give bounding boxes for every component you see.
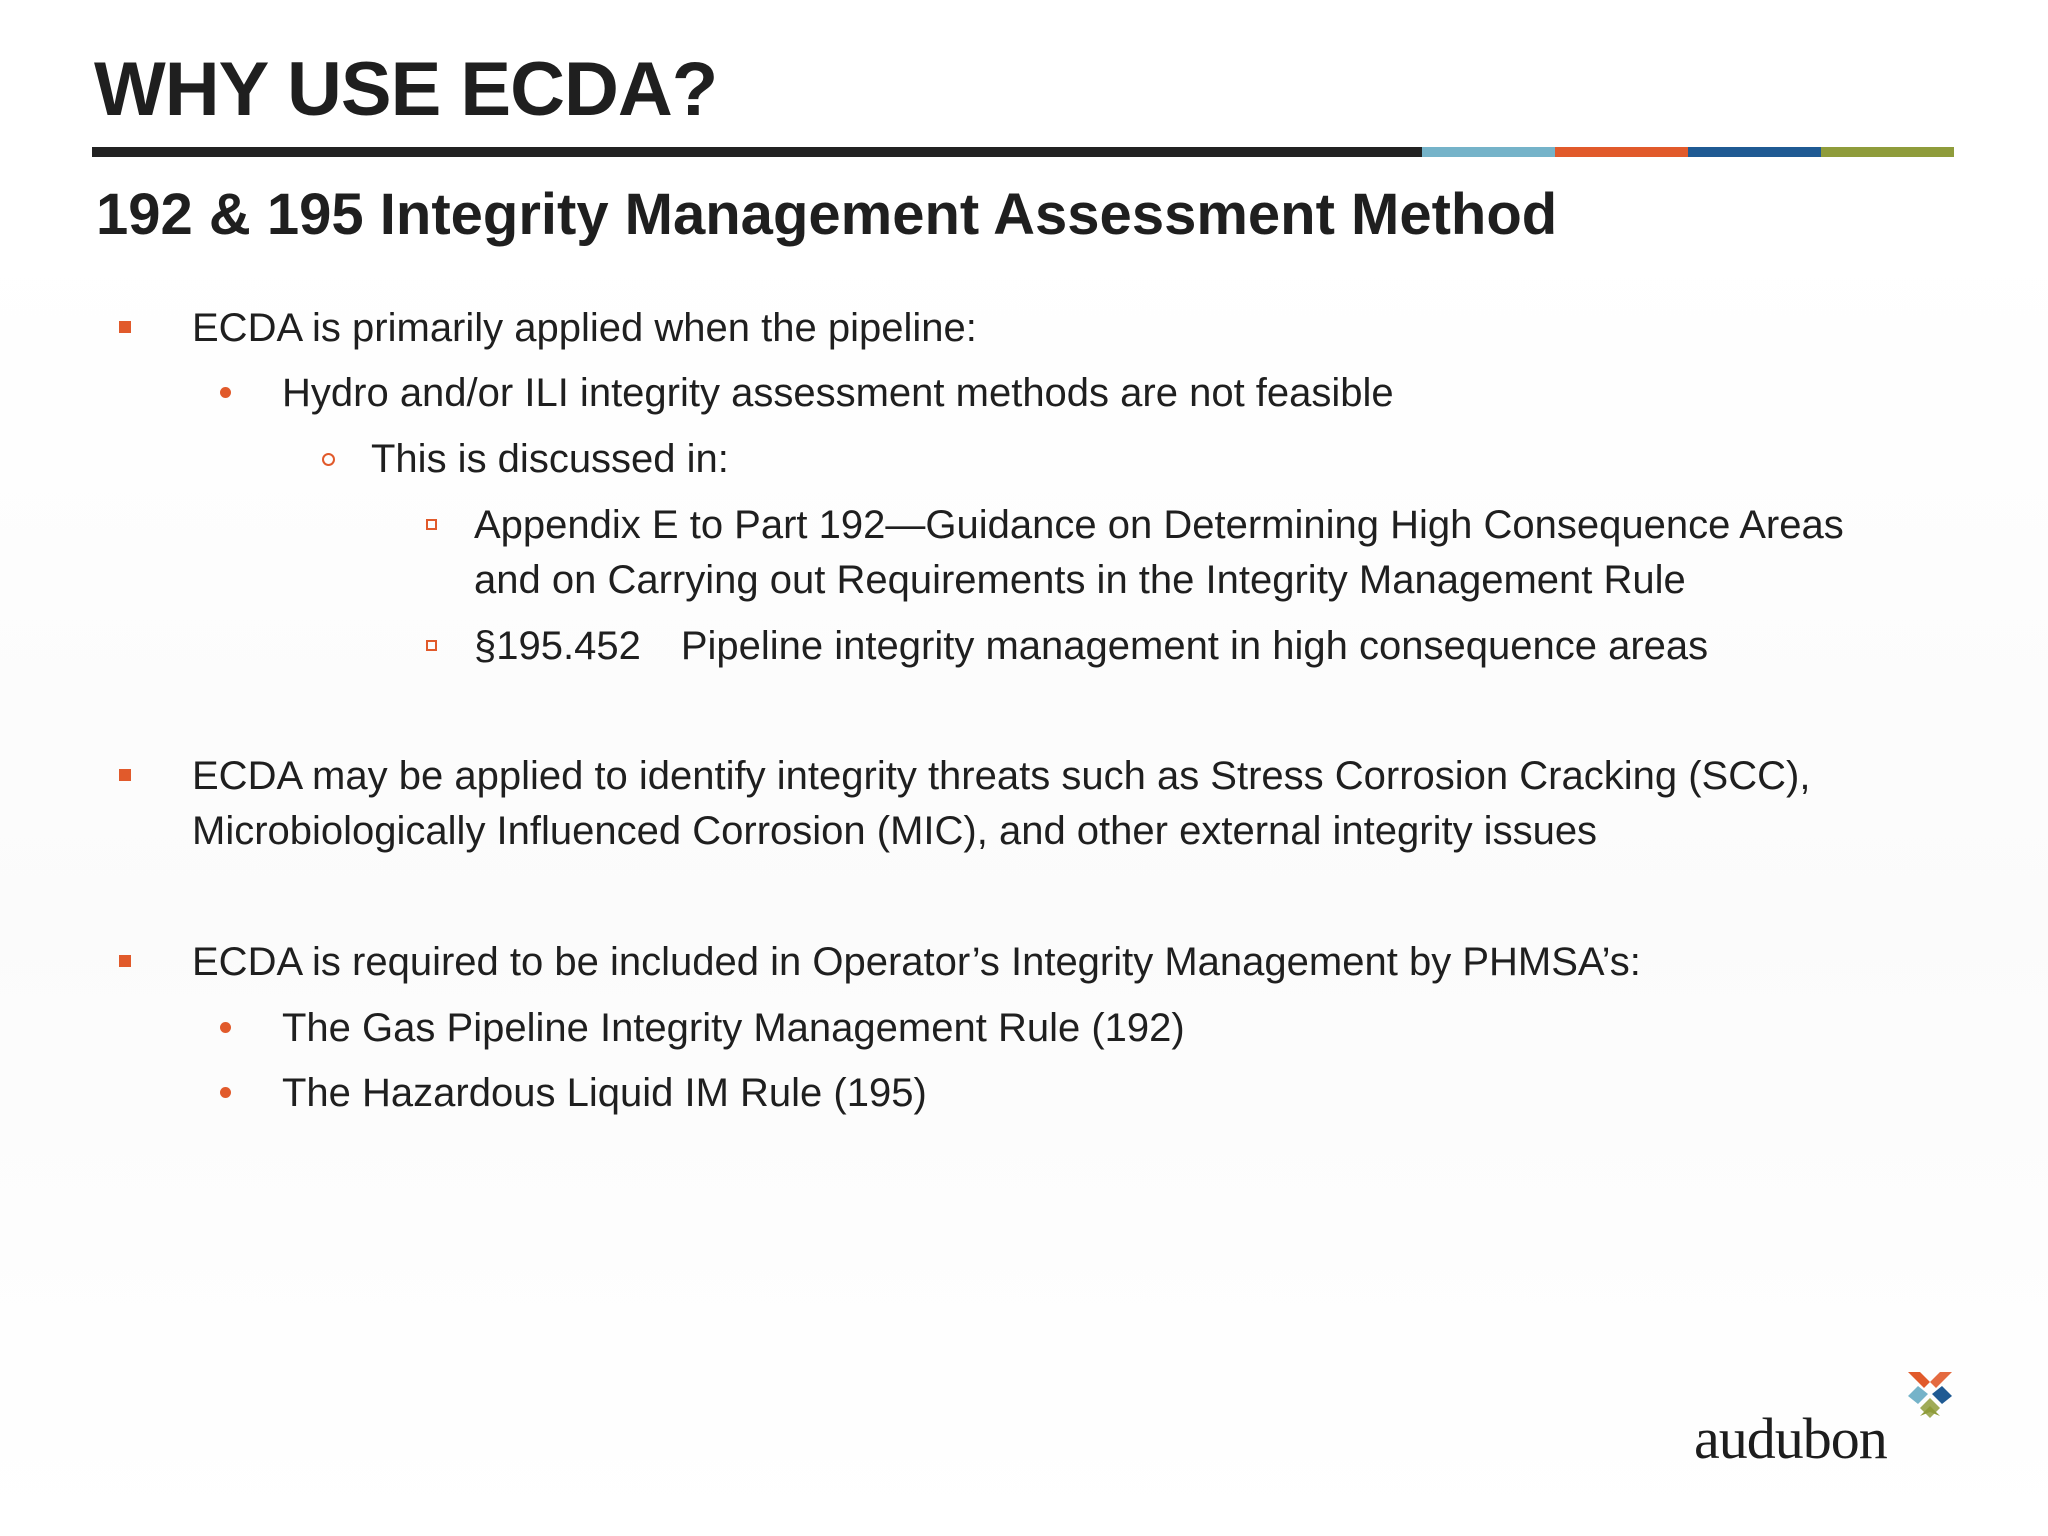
- slide-title: WHY USE ECDA?: [94, 47, 718, 132]
- divider-orange-segment: [1555, 147, 1688, 157]
- bullet-marker-dot: [220, 1087, 231, 1098]
- bullet-discussed-in: This is discussed in:: [371, 437, 729, 481]
- bullet-hazardous-liquid-rule: The Hazardous Liquid IM Rule (195): [282, 1071, 927, 1115]
- bullet-appendix-e-line2: and on Carrying out Requirements in the Integrity Management Rule: [474, 558, 1686, 602]
- bullet-primarily-applied: ECDA is primarily applied when the pipeline:: [192, 306, 977, 350]
- audubon-logo-icon: [1904, 1368, 1956, 1420]
- divider-dark-segment: [92, 147, 1422, 157]
- bullet-marker-square: [119, 769, 131, 781]
- bullet-marker-ring: [322, 453, 335, 466]
- audubon-logo-text: audubon: [1694, 1406, 1887, 1471]
- bullet-marker-hollow-square: [426, 640, 437, 651]
- bullet-marker-square: [119, 321, 131, 333]
- bullet-marker-dot: [220, 387, 231, 398]
- divider-navy-segment: [1688, 147, 1821, 157]
- divider-olive-segment: [1821, 147, 1954, 157]
- bullet-required: ECDA is required to be included in Operator’s Integrity Management by PHMSA’s:: [192, 940, 1641, 984]
- bullet-marker-dot: [220, 1022, 231, 1033]
- bullet-may-be-applied-line1: ECDA may be applied to identify integrity threats such as Stress Corrosion Cracking (SCC),: [192, 754, 1811, 798]
- bullet-appendix-e-line1: Appendix E to Part 192—Guidance on Determining High Consequence Areas: [474, 503, 1844, 547]
- bullet-hydro-ili: Hydro and/or ILI integrity assessment methods are not feasible: [282, 371, 1394, 415]
- bullet-195-452: §195.452 Pipeline integrity management in high consequence areas: [474, 624, 1709, 668]
- bullet-marker-hollow-square: [426, 519, 437, 530]
- slide-subtitle: 192 & 195 Integrity Management Assessment Method: [96, 182, 1558, 247]
- bullet-gas-rule: The Gas Pipeline Integrity Management Rule (192): [282, 1006, 1185, 1050]
- divider-blue-segment: [1422, 147, 1555, 157]
- title-divider: [92, 147, 1954, 157]
- bullet-may-be-applied-line2: Microbiologically Influenced Corrosion (MIC), and other external integrity issues: [192, 809, 1598, 853]
- bullet-marker-square: [119, 955, 131, 967]
